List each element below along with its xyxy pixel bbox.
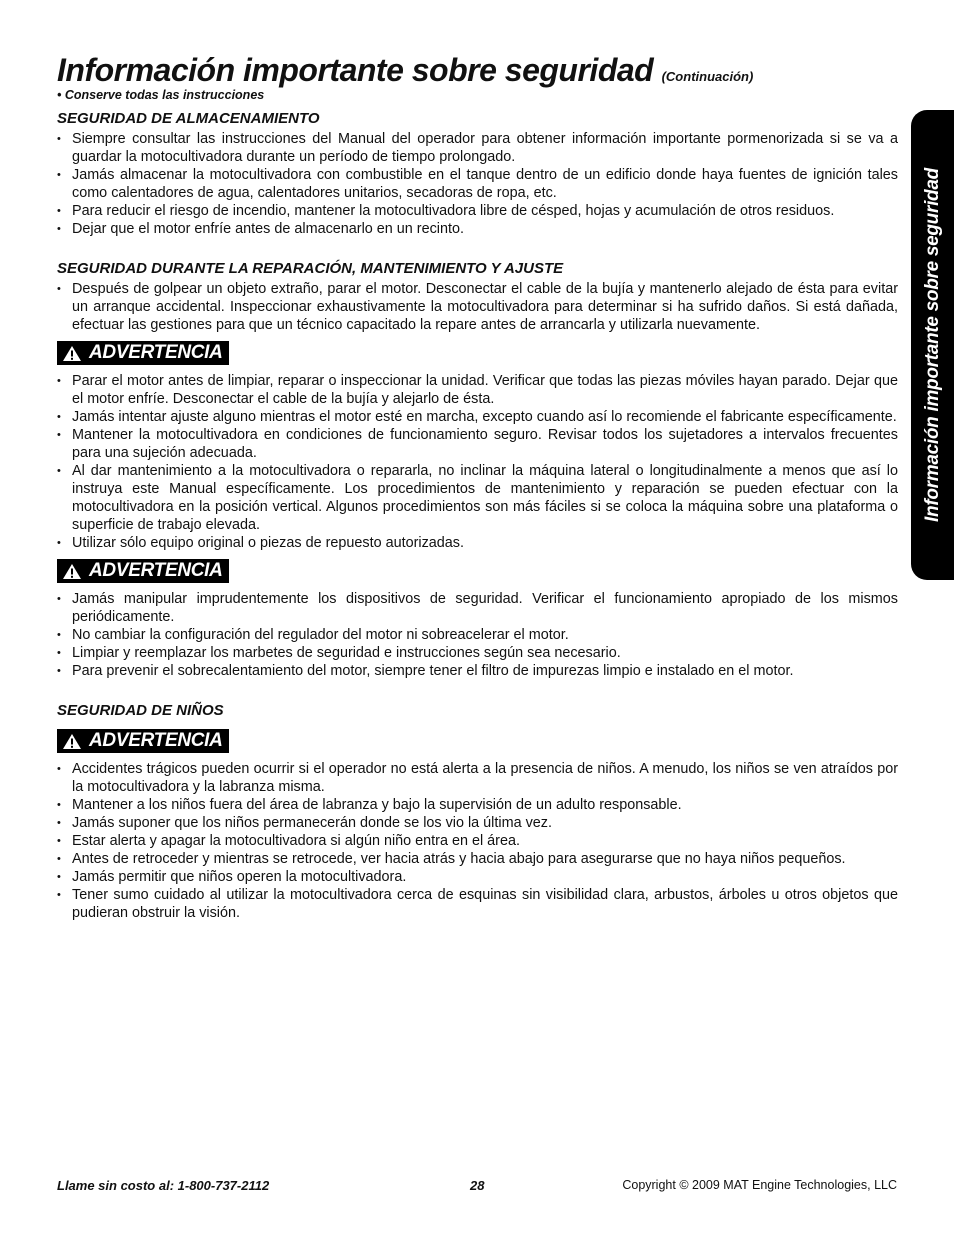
- list-item: • No cambiar la configuración del regulador del motor ni sobreacelerar el motor.: [57, 626, 898, 644]
- list-item: • Tener sumo cuidado al utilizar la motocultivadora cerca de esquinas sin visibilidad clara, arbustos, árboles u otros objetos que pudieran obstruir la visión.: [57, 886, 898, 922]
- warning-label: ADVERTENCIA: [89, 730, 223, 751]
- repair-warning-list-2: [57, 590, 898, 680]
- list-item: • Al dar mantenimiento a la motocultivadora o repararla, no inclinar la máquina lateral o longitudinalmente a menos que así lo instruya este Manual específicamente. Los procedimientos de mantenimiento y reparación se pueden efectuar con la motocultivadora en la posición vertical. Algunos procedimientos son más fáciles si se coloca la máquina sobre una plataforma o superficie de trabajo elevada.: [57, 462, 898, 534]
- list-item: • Mantener la motocultivadora en condiciones de funcionamiento seguro. Revisar todos los sujetadores a intervalos frecuentes para una sujeción adecuada.: [57, 426, 898, 462]
- warning-label: ADVERTENCIA: [89, 560, 223, 581]
- page-number: 28: [470, 1178, 485, 1193]
- storage-safety-list: [57, 130, 898, 238]
- children-safety-list: [57, 760, 898, 922]
- list-item: • Estar alerta y apagar la motocultivadora si algún niño entra en el área.: [57, 832, 898, 850]
- warning-triangle-icon: [62, 733, 82, 750]
- repair-safety-heading: SEGURIDAD DURANTE LA REPARACIÓN, MANTENIMIENTO Y AJUSTE: [57, 260, 564, 277]
- list-item: • Siempre consultar las instrucciones del Manual del operador para obtener información importante pormenorizada si se va a guardar la motocultivadora durante un período de tiempo prolongado.: [57, 130, 898, 166]
- storage-safety-heading: SEGURIDAD DE ALMACENAMIENTO: [57, 110, 320, 127]
- section-side-tab: [911, 110, 954, 580]
- side-tab-label: Información importante sobre seguridad: [921, 168, 943, 522]
- list-item: • Limpiar y reemplazar los marbetes de seguridad e instrucciones según sea necesario.: [57, 644, 898, 662]
- list-item: • Parar el motor antes de limpiar, reparar o inspeccionar la unidad. Verificar que todas las piezas móviles hayan parado. Dejar que el motor enfríe. Desconectar el cable de la bujía y alejarlo de ésta.: [57, 372, 898, 408]
- list-item: • Antes de retroceder y mientras se retrocede, ver hacia atrás y hacia abajo para asegurarse que no haya niños pequeños.: [57, 850, 898, 868]
- list-item: • Utilizar sólo equipo original o piezas de repuesto autorizadas.: [57, 534, 898, 552]
- main-content: [57, 108, 898, 922]
- page-title-text: Información importante sobre seguridad: [57, 52, 654, 88]
- list-item: • Dejar que el motor enfríe antes de almacenarlo en un recinto.: [57, 220, 898, 238]
- warning-banner: [57, 341, 229, 365]
- page-title-suffix: (Continuación): [661, 69, 754, 84]
- list-item: • Jamás manipular imprudentemente los dispositivos de seguridad. Verificar el funcionamiento apropiado de los mismos periódicamente.: [57, 590, 898, 626]
- list-item: • Después de golpear un objeto extraño, parar el motor. Desconectar el cable de la bujía y mantenerlo alejado de ésta para evitar un arranque accidental. Inspeccionar exhaustivamente la motocultivadora para determinar si ha sufrido daños. Si está dañada, efectuar las gestiones para que un técnico capacitado la repare antes de arrancarla y utilizarla nuevamente.: [57, 280, 898, 334]
- list-item: • Para prevenir el sobrecalentamiento del motor, siempre tener el filtro de impurezas limpio e instalado en el motor.: [57, 662, 898, 680]
- footer-copyright: Copyright © 2009 MAT Engine Technologies, LLC: [622, 1178, 897, 1192]
- repair-warning-list-1: [57, 372, 898, 552]
- list-item: • Jamás permitir que niños operen la motocultivadora.: [57, 868, 898, 886]
- list-item: • Para reducir el riesgo de incendio, mantener la motocultivadora libre de césped, hojas y acumulación de otros residuos.: [57, 202, 898, 220]
- warning-banner: [57, 729, 229, 753]
- warning-label: ADVERTENCIA: [89, 342, 223, 363]
- list-item: • Mantener a los niños fuera del área de labranza y bajo la supervisión de un adulto responsable.: [57, 796, 898, 814]
- warning-triangle-icon: [62, 345, 82, 362]
- children-safety-heading: SEGURIDAD DE NIÑOS: [57, 702, 224, 719]
- list-item: • Jamás suponer que los niños permanecerán donde se los vio la última vez.: [57, 814, 898, 832]
- list-item: • Jamás almacenar la motocultivadora con combustible en el tanque dentro de un edificio donde haya fuentes de ignición tales como calentadores de agua, calentadores unitarios, secadoras de ropa, etc.: [57, 166, 898, 202]
- footer-phone: Llame sin costo al: 1-800-737-2112: [57, 1178, 270, 1193]
- warning-banner: [57, 559, 229, 583]
- list-item: • Accidentes trágicos pueden ocurrir si el operador no está alerta a la presencia de niños. A menudo, los niños se ven atraídos por la motocultivadora y la labranza misma.: [57, 760, 898, 796]
- list-item: • Jamás intentar ajuste alguno mientras el motor esté en marcha, excepto cuando así lo recomiende el fabricante específicamente.: [57, 408, 898, 426]
- warning-triangle-icon: [62, 563, 82, 580]
- keep-instructions-note: • Conserve todas las instrucciones: [57, 88, 265, 102]
- repair-safety-list: [57, 280, 898, 334]
